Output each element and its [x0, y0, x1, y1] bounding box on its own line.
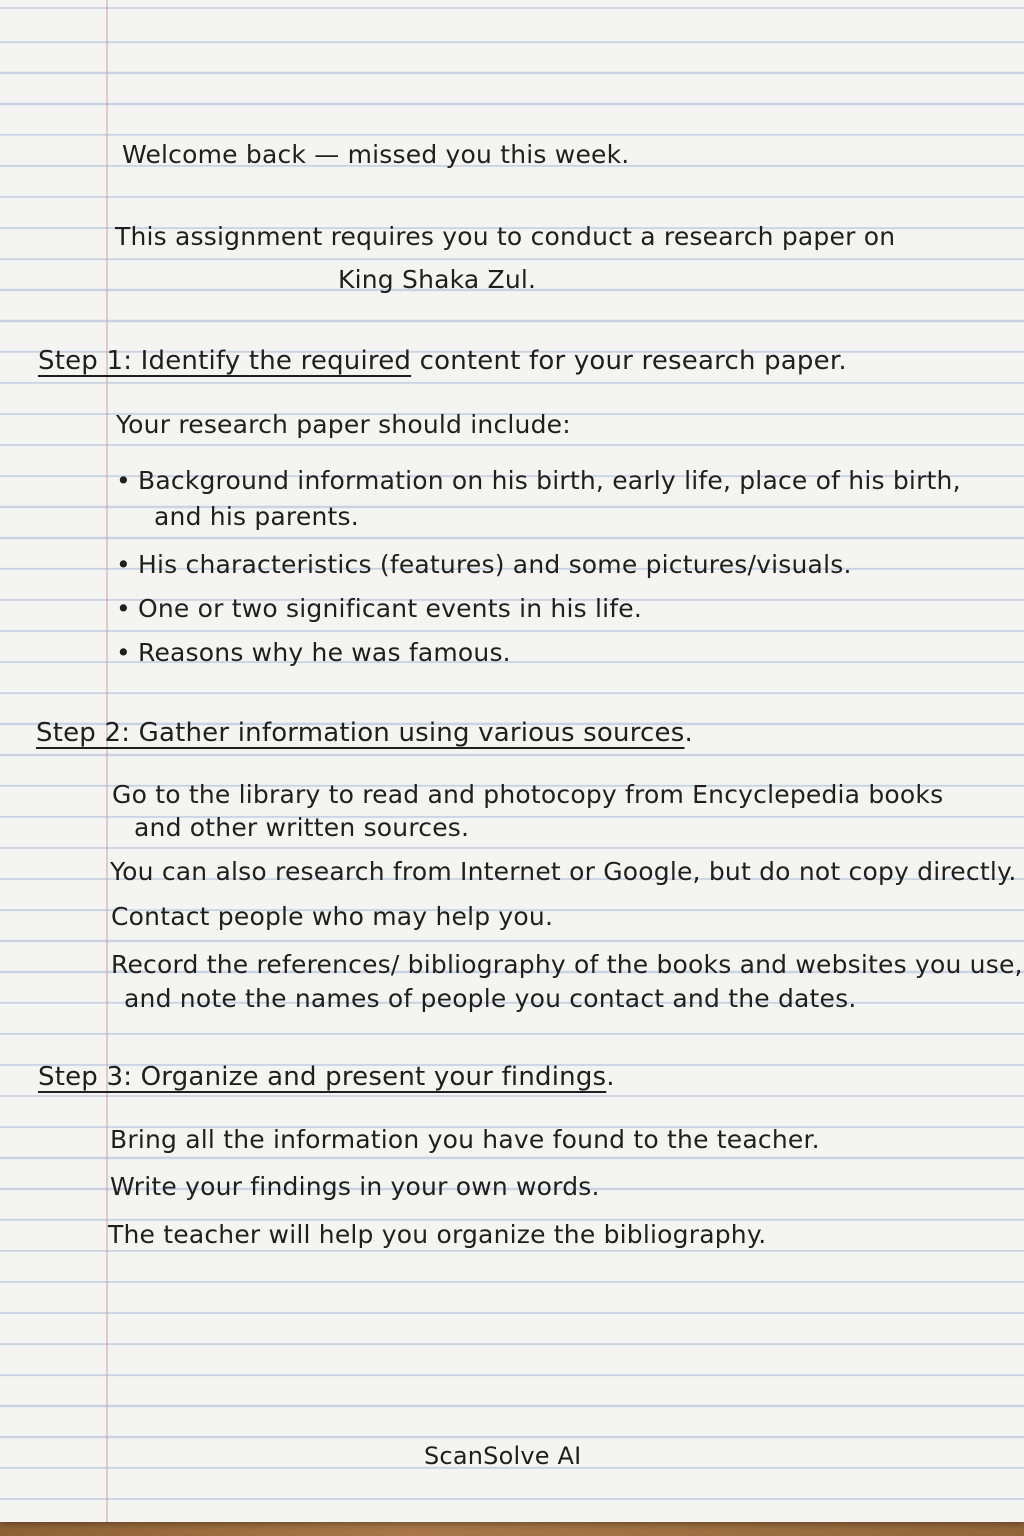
- list-item: Record the references/ bibliography of the books and websites you use,: [111, 950, 1023, 979]
- list-item-continuation: and other written sources.: [134, 813, 470, 842]
- step2-heading: [36, 718, 693, 748]
- margin-line: [106, 0, 108, 1522]
- list-item: Go to the library to read and photocopy from Encyclepedia books: [112, 780, 944, 809]
- step1-heading-rest: content for your research paper.: [411, 346, 847, 376]
- list-item: [116, 466, 961, 496]
- footer-signature: ScanSolve AI: [424, 1442, 582, 1470]
- step3-heading: [38, 1062, 615, 1092]
- step2-heading-underlined: Step 2: Gather information using various sources: [36, 718, 685, 748]
- step3-heading-rest: .: [606, 1062, 615, 1092]
- list-item-continuation: and his parents.: [154, 502, 359, 531]
- bullet-icon: •: [116, 550, 131, 579]
- step1-heading-underlined: Step 1: Identify the required: [38, 346, 412, 376]
- list-item: Contact people who may help you.: [111, 902, 554, 931]
- list-item: [116, 594, 642, 624]
- bullet-icon: •: [116, 594, 131, 623]
- list-item: [116, 638, 511, 668]
- list-item-text: Reasons why he was famous.: [138, 638, 511, 667]
- step1-lead: Your research paper should include:: [116, 410, 571, 439]
- step3-heading-underlined: Step 3: Organize and present your findings: [38, 1062, 607, 1092]
- list-item-text: Background information on his birth, early life, place of his birth,: [138, 466, 961, 495]
- list-item-text: His characteristics (features) and some pictures/visuals.: [138, 550, 852, 579]
- intro-line-2: King Shaka Zul.: [338, 265, 537, 294]
- list-item: You can also research from Internet or Google, but do not copy directly.: [110, 857, 1017, 886]
- greeting: Welcome back — missed you this week.: [122, 140, 630, 169]
- step2-heading-rest: .: [684, 718, 693, 748]
- list-item: The teacher will help you organize the bibliography.: [108, 1220, 767, 1249]
- list-item: Write your findings in your own words.: [110, 1172, 600, 1201]
- bullet-icon: •: [116, 638, 131, 667]
- list-item: Bring all the information you have found to the teacher.: [110, 1125, 820, 1154]
- list-item-text: One or two significant events in his life.: [138, 594, 642, 623]
- step1-heading: [38, 346, 847, 376]
- bullet-icon: •: [116, 466, 131, 495]
- list-item: [116, 550, 852, 580]
- intro-line-1: This assignment requires you to conduct a research paper on: [115, 222, 896, 251]
- list-item-continuation: and note the names of people you contact and the dates.: [124, 984, 857, 1013]
